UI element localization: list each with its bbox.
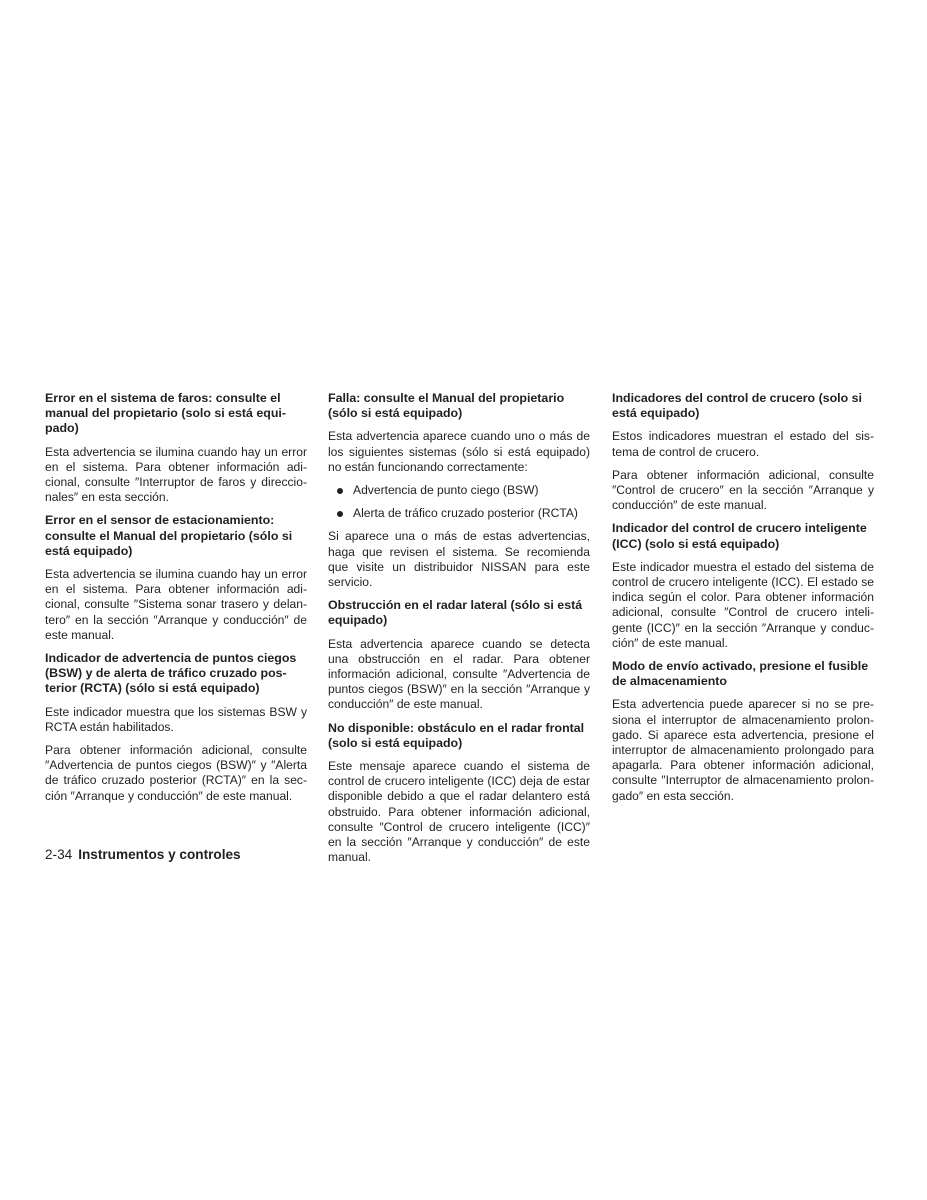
page-footer [45,847,241,863]
page-number: 2-34 [45,847,73,862]
list-item-text: Alerta de tráfico cruzado posterior (RCTA) [353,506,578,521]
paragraph: Para obtener información adicional, consulte ″Control de crucero″ en la sección ″Arranque y conducción″ de este manual. [612,467,874,513]
column-middle [328,391,590,873]
paragraph: Este indicador muestra el estado del sistema de control de crucero inteligente (ICC). El estado se indica según el color. Para obtener información adicional, consulte ″Control de crucero inteligente (ICC)″ en la sección ″Arranque y conducción″ de este manual. [612,559,874,650]
section-heading-cruise-indicators: Indicadores del control de crucero (solo si está equipado) [612,391,862,421]
section-heading-bsw-rcta-indicator: Indicador de advertencia de puntos ciegos (BSW) y de alerta de tráfico cruzado posterior (RCTA) (sólo si está equipado) [45,651,297,696]
paragraph: Si aparece una o más de estas advertencias, haga que revisen el sistema. Se recomienda que visite un distribuidor NISSAN para este servicio. [328,529,590,590]
paragraph: Para obtener información adicional, consulte ″Advertencia de puntos ciegos (BSW)″ y ″Alerta de tráfico cruzado posterior (RCTA)″ en la sección ″Arranque y conducción″ de este manual. [45,743,307,803]
section-heading-side-radar-obstruction: Obstrucción en el radar lateral (sólo si está equipado) [328,598,583,628]
section-heading-icc-indicator: Indicador del control de crucero inteligente (ICC) (solo si está equipado) [612,521,867,551]
paragraph: Esta advertencia aparece cuando uno o más de los siguientes sistemas (sólo si está equipado) no están funcionando correctamente: [328,429,590,474]
list-item [328,483,590,498]
section-heading-front-radar-unavailable: No disponible: obstáculo en el radar frontal (solo si está equipado) [328,720,585,750]
section-heading-shipping-mode: Modo de envío activado, presione el fusible de almacenamiento [612,659,869,689]
paragraph: Esta advertencia aparece cuando se detecta una obstrucción en el radar. Para obtener información adicional, consulte ″Advertencia de puntos ciegos (BSW)″ en la sección ″Arranque y conducción″ de este manual. [328,636,590,712]
section-heading-malfunction: Falla: consulte el Manual del propietario (sólo si está equipado) [328,391,565,421]
section-heading-parking-sensor-error: Error en el sensor de estacionamiento: consulte el Manual del propietario (sólo si está equipado) [45,513,293,558]
paragraph: Estos indicadores muestran el estado del sistema de control de crucero. [612,429,874,459]
chapter-title: Instrumentos y controles [78,847,241,862]
list-item-text: Advertencia de punto ciego (BSW) [353,483,539,498]
bullet-dot-icon [337,488,343,494]
column-right [612,391,874,812]
column-left [45,391,307,812]
paragraph: Esta advertencia puede aparecer si no se presiona el interruptor de almacenamiento prolongado. Si aparece esta advertencia, presione el interruptor de almacenamiento prolongado para apagarla. Para obtener información adicional, consulte ″Interruptor de almacenamiento prolongado″ en esta sección. [612,697,874,803]
section-heading-headlight-error: Error en el sistema de faros: consulte el manual del propietario (solo si está equipado) [45,391,286,436]
bullet-list [328,483,590,521]
bullet-dot-icon [337,511,343,517]
paragraph: Esta advertencia se ilumina cuando hay un error en el sistema. Para obtener información adicional, consulte ″Sistema sonar trasero y delantero″ en la sección ″Arranque y conducción″ de este manual. [45,567,307,642]
paragraph: Este mensaje aparece cuando el sistema de control de crucero inteligente (ICC) deja de estar disponible debido a que el radar delantero está obstruido. Para obtener información adicional, consulte ″Control de crucero inteligente (ICC)″ en la sección ″Arranque y conducción″ de este manual. [328,759,590,865]
list-item [328,506,590,521]
paragraph: Este indicador muestra que los sistemas BSW y RCTA están habilitados. [45,704,307,734]
paragraph: Esta advertencia se ilumina cuando hay un error en el sistema. Para obtener información adicional, consulte ″Interruptor de faros y direccionales″ en esta sección. [45,444,307,505]
